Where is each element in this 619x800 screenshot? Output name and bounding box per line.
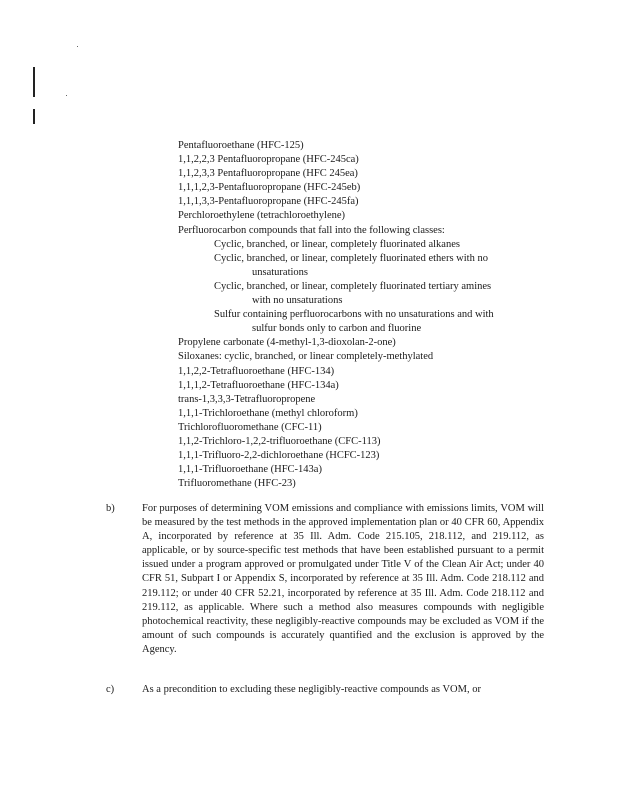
list-item: Cyclic, branched, or linear, completely fluorinated tertiary amines — [214, 280, 492, 292]
list-item: 1,1,2-Trichloro-1,2,2-trifluoroethane (CFC-113) — [178, 435, 381, 447]
list-item: Siloxanes: cyclic, branched, or linear completely-methylated — [178, 351, 434, 363]
paragraph-label: b) — [106, 503, 115, 514]
list-item: 1,1,2,2-Tetrafluoroethane (HFC-134) — [178, 365, 335, 377]
paragraph-label: c) — [106, 684, 115, 695]
list-item: Propylene carbonate (4-methyl-1,3-dioxolan-2-one) — [178, 337, 396, 349]
list-item: 1,1,1,2-Tetrafluoroethane (HFC-134a) — [178, 379, 339, 391]
scan-speck — [77, 46, 78, 47]
list-item: with no unsaturations — [252, 295, 343, 307]
scan-speck — [66, 95, 67, 96]
paragraph-text: For purposes of determining VOM emissions and compliance with emissions limits, VOM will be measured by the test methods in the approved implementation plan or 40 CFR 60, Appendix A, incorporated by reference at 35 Ill. Adm. Code 215.105, 218.112, and 219.112, as applicable, or by source-specific test methods that have been established pursuant to a permit issued under a program approved or promulgated under Title V of the Clean Air Act; under 40 CFR 51, Subpart I or Appendix S, incorporated by reference at 35 Ill. Adm. Code 218.112 and 219.112; or under 40 CFR 52.21, incorporated by reference at 35 Ill. Adm. Code 218.112 and 219.112, as applicable. Where such a method also measures compounds with negligible photochemical reactivity, these negligibly-reactive compounds may be excluded as VOM if the amount of such compounds is accurately quantified and the exclusion is approved by the Agency. — [142, 503, 544, 655]
list-item: Cyclic, branched, or linear, completely fluorinated ethers with no — [214, 252, 488, 264]
list-item: 1,1,1-Trifluoroethane (HFC-143a) — [178, 464, 322, 476]
list-item: sulfur bonds only to carbon and fluorine — [252, 323, 422, 335]
list-item: 1,1,1-Trifluoro-2,2-dichloroethane (HCFC-123) — [178, 450, 380, 462]
list-item: 1,1,2,2,3 Pentafluoropropane (HFC-245ca) — [178, 154, 359, 166]
list-item: Trifluoromethane (HFC-23) — [178, 478, 296, 490]
list-item: 1,1,1,3,3-Pentafluoropropane (HFC-245fa) — [178, 196, 359, 208]
list-item: 1,1,1-Trichloroethane (methyl chloroform) — [178, 407, 358, 419]
list-item: Cyclic, branched, or linear, completely fluorinated alkanes — [214, 238, 460, 250]
list-item: 1,1,1,2,3-Pentafluoropropane (HFC-245eb) — [178, 182, 361, 194]
list-item: Trichlorofluoromethane (CFC-11) — [178, 421, 322, 433]
chemical-list — [178, 139, 558, 491]
list-item: Pentafluoroethane (HFC-125) — [178, 140, 304, 151]
list-item: 1,1,2,3,3 Pentafluoropropane (HFC 245ea) — [178, 168, 358, 180]
list-item: trans-1,3,3,3-Tetrafluoropropene — [178, 393, 316, 405]
revision-bar — [33, 67, 35, 97]
list-item: unsaturations — [252, 266, 308, 278]
list-item: Perfluorocarbon compounds that fall into the following classes: — [178, 224, 445, 236]
list-item: Perchloroethylene (tetrachloroethylene) — [178, 210, 346, 222]
list-item: Sulfur containing perfluorocarbons with no unsaturations and with — [214, 309, 494, 321]
paragraph-text: As a precondition to excluding these negligibly-reactive compounds as VOM, or — [142, 684, 481, 695]
revision-bar — [33, 109, 35, 124]
